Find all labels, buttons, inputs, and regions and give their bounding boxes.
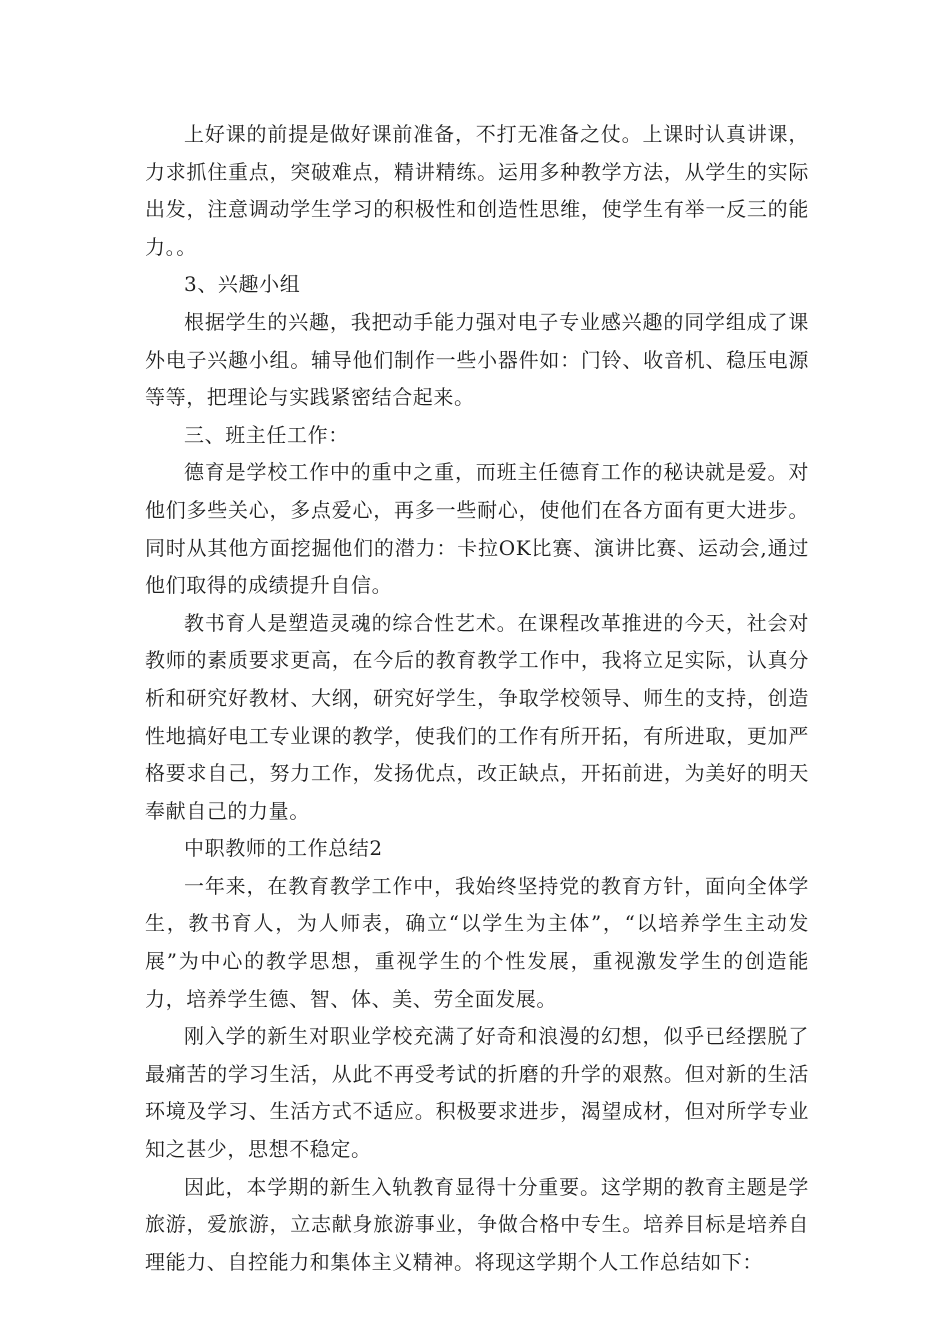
paragraph-new-students: 刚入学的新生对职业学校充满了好奇和浪漫的幻想，似乎已经摆脱了最痛苦的学习生活，从此不再受考试的折磨的升学的艰熬。但对新的生活环境及学习、生活方式不适应。积极要求进步，渴望成材，但对所学专业知之甚少，思想不稳定。 (145, 1024, 809, 1162)
paragraph-moral-education: 德育是学校工作中的重中之重，而班主任德育工作的秘诀就是爱。对他们多些关心，多点爱心，再多一些耐心，使他们在各方面有更大进步。同时从其他方面挖掘他们的潜力：卡拉OK比赛、演讲比赛、运动会,通过他们取得的成绩提升自信。 (145, 460, 809, 598)
document-body (145, 116, 809, 1281)
heading-class-teacher-work: 三、班主任工作： (184, 422, 349, 447)
paragraph-interest-group: 根据学生的兴趣，我把动手能力强对电子专业感兴趣的同学组成了课外电子兴趣小组。辅导他们制作一些小器件如：门铃、收音机、稳压电源等等，把理论与实践紧密结合起来。 (145, 309, 809, 410)
heading-summary-2: 中职教师的工作总结2 (184, 836, 383, 861)
paragraph-year-review: 一年来，在教育教学工作中，我始终坚持党的教育方针，面向全体学生，教书育人，为人师表，确立“以学生为主体”，“以培养学生主动发展”为中心的教学思想，重视学生的个性发展，重视激发学生的创造能力，培养学生德、智、体、美、劳全面发展。 (145, 873, 809, 1011)
heading-interest-group: 3、兴趣小组 (184, 272, 301, 297)
paragraph-orientation-education: 因此，本学期的新生入轨教育显得十分重要。这学期的教育主题是学旅游，爱旅游，立志献身旅游事业，争做合格中专生。培养目标是培养自理能力、自控能力和集体主义精神。将现这学期个人工作总结如下： (145, 1174, 809, 1274)
paragraph-teaching-art: 教书育人是塑造灵魂的综合性艺术。在课程改革推进的今天，社会对教师的素质要求更高，在今后的教育教学工作中，我将立足实际，认真分析和研究好教材、大纲，研究好学生，争取学校领导、师生的支持，创造性地搞好电工专业课的教学，使我们的工作有所开拓，有所进取，更加严格要求自己，努力工作，发扬优点，改正缺点，开拓前进，为美好的明天奉献自己的力量。 (145, 610, 809, 823)
paragraph-lesson-preparation: 上好课的前提是做好课前准备，不打无准备之仗。上课时认真讲课，力求抓住重点，突破难点，精讲精练。运用多种教学方法，从学生的实际出发，注意调动学生学习的积极性和创造性思维，使学生有举一反三的能力。。 (145, 122, 809, 259)
